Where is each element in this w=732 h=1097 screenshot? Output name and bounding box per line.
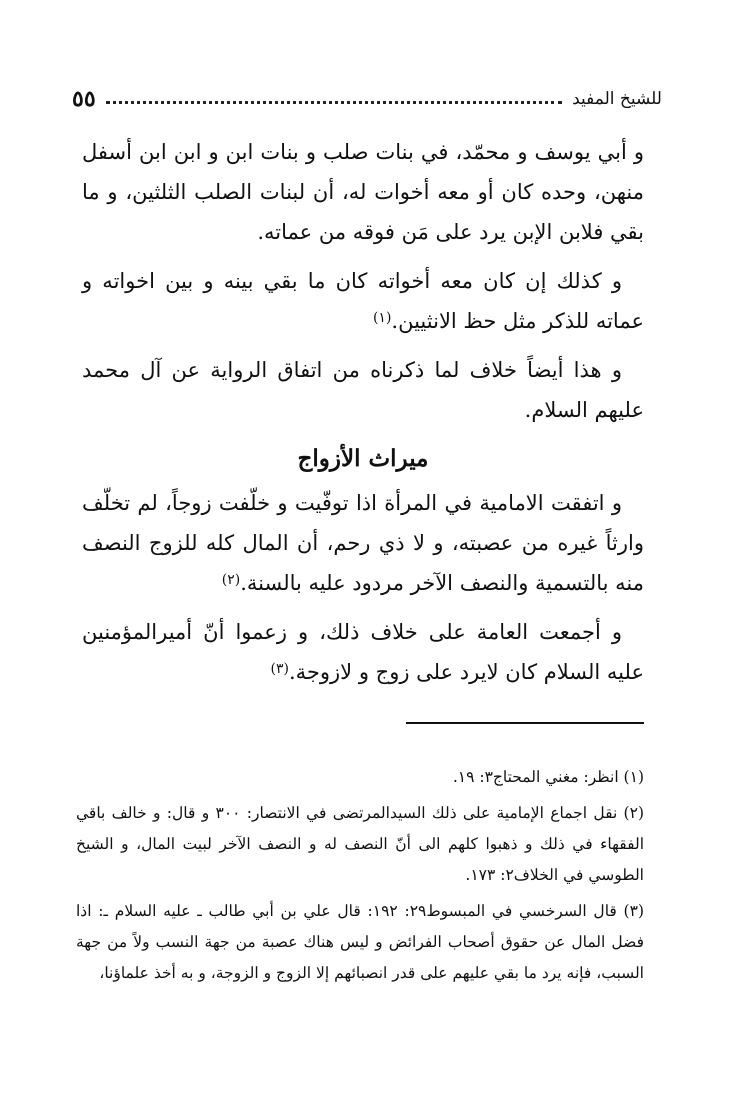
dotted-leader (106, 101, 562, 104)
section-heading: ميراث الأزواج (297, 445, 429, 472)
paragraph-1: و أبي يوسف و محمّد، في بنات صلب و بنات ابن و ابن ابن أسفل منهن، وحده كان أو معه أخوات له، أن لبنات الصلب الثلثين، و ما بقي فلابن الإبن يرد على مَن فوقه من عماته. (82, 140, 644, 244)
footnote-ref-1: (١) (372, 310, 392, 326)
footnote-1: (١) انظر: مغني المحتاج٣: ١٩. (452, 768, 644, 786)
paragraph-4-text: و اتفقت الامامية في المرأة اذا توفّيت و خلّفت زوجاً، لم تخلّف وارثاً غيره من عصبته، و لا ذي رحم، أن المال كله للزوج النصف منه بالتسمية والنصف الآخر مردود عليه بالسنة. (82, 491, 644, 595)
paragraph-4 (82, 483, 644, 603)
footnote-ref-2: (٢) (221, 572, 241, 588)
paragraph-2 (82, 261, 644, 341)
footnotes (76, 762, 644, 994)
paragraph-3: و هذا أيضاً خلاف لما ذكرناه من اتفاق الرواية عن آل محمد عليهم السلام. (82, 358, 644, 422)
page-number: ٥٥ (72, 86, 96, 112)
paragraph-5-text: و أجمعت العامة على خلاف ذلك، و زعموا أنّ أميرالمؤمنين عليه السلام كان لايرد على زوج و لازوجة. (82, 620, 644, 684)
footnote-ref-3: (٣) (270, 661, 289, 677)
paragraph-5 (82, 612, 644, 692)
main-text (82, 132, 644, 701)
running-title: للشيخ المفيد (572, 89, 662, 109)
footnote-3: (٣) قال السرخسي في المبسوط٢٩: ١٩٢: قال علي بن أبي طالب ـ عليه السلام ـ: اذا فضل المال عن حقوق أصحاب الفرائض و ليس هناك عصبة من جهة النسب ولاً من جهة السبب، فإنه يرد ما بقي عليهم على قدر انصبائهم إلا الزوج و الزوجة، و به أخذ علماؤنا، (76, 902, 644, 982)
footnote-separator (406, 722, 644, 724)
running-header (72, 84, 662, 114)
paragraph-2-text: و كذلك إن كان معه أخواته كان ما بقي بينه و بين اخواته و عماته للذكر مثل حظ الانثيين. (82, 269, 644, 333)
footnote-2: (٢) نقل اجماع الإمامية على ذلك السيدالمرتضى في الانتصار: ٣٠٠ و قال: و خالف باقي الفقهاء في ذلك و ذهبوا كلهم الى أنّ النصف له و النصف الآخر لبيت المال، و الشيخ الطوسي في الخلاف٢: ١٧٣. (76, 804, 644, 884)
